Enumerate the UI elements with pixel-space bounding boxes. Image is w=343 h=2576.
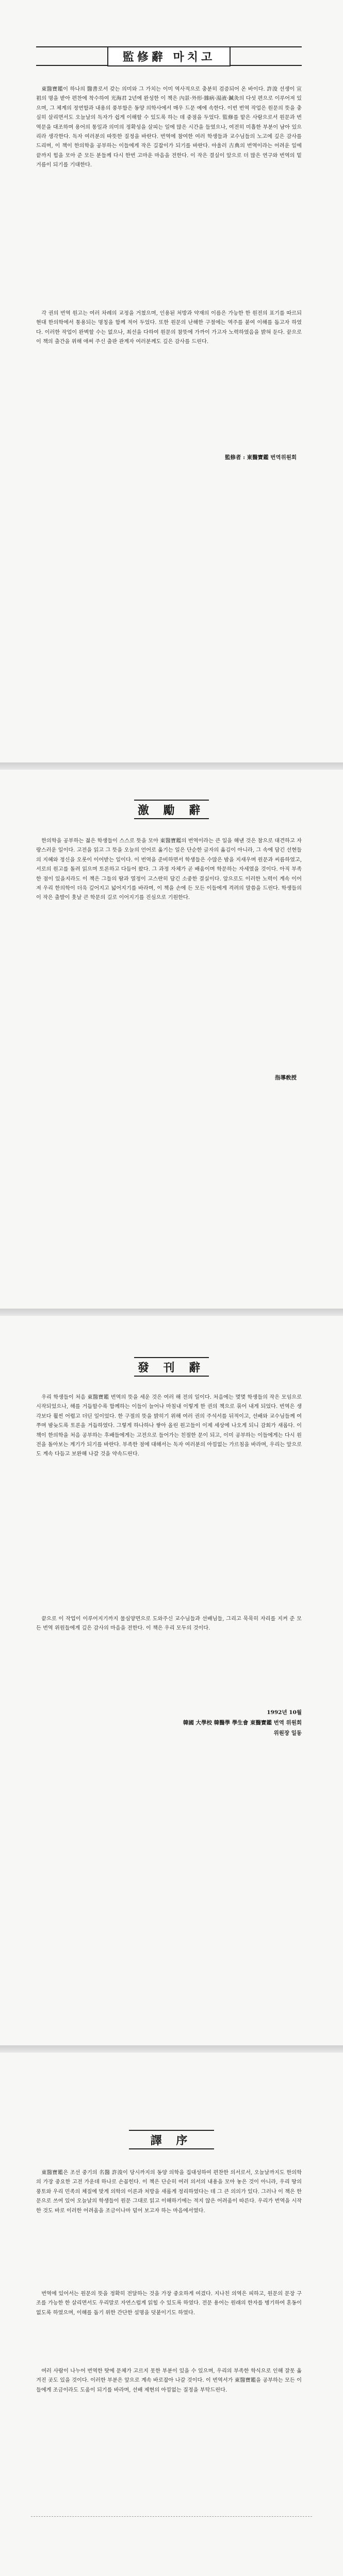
signature-block [36,1707,302,1738]
section-title: 監修辭 마치고 [107,46,231,66]
body-paragraph: 東醫寶鑑은 조선 중기의 名醫 許浚이 당시까지의 동양 의학을 집대성하여 편찬한 의서로서, 오늘날까지도 한의학의 가장 중요한 고전 가운데 하나로 손꼽힌다. 이 책은 단순히 여러 의서의 내용을 모아 놓은 것이 아니라, 우리 땅의 풍토와 우리 민족의 체질에 맞게 의학의 이론과 처방을 새롭게 정리하였다는 데 그 큰 의의가 있다. 그러나 이 책은 한문으로 쓰여 있어 오늘날의 학생들이 원문 그대로 읽고 이해하기에는 적지 않은 어려움이 따른다. 우리가 번역을 시작한 것도 바로 이러한 어려움을 조금이나마 덜어 보고자 하는 마음에서였다. [36,2170,302,2214]
section-header [36,46,302,66]
signatory: 위원장 일동 [273,1730,302,1736]
section-header [134,1357,209,1377]
section-title: 發 刊 辭 [137,1361,206,1375]
body-paragraph: 여러 사람이 나누어 번역한 탓에 문체가 고르지 못한 부분이 있을 수 있으며, 우리의 부족한 학식으로 인해 잘못 옮겨진 곳도 있을 것이다. 이러한 부분은 앞으로 계속 바로잡아 나갈 것이다. 이 번역서가 東醫寶鑑을 공부하는 모든 이들에게 조금이라도 도움이 되기를 바라며, 선배 제현의 아낌없는 질정을 부탁드린다. [36,2368,302,2393]
body-paragraph: 끝으로 이 작업이 이루어지기까지 물심양면으로 도와주신 교수님들과 선배님들, 그리고 묵묵히 자리를 지켜 준 모든 번역 위원들에게 깊은 감사의 마음을 전한다. 이 책은 우리 모두의 것이다. [36,1616,302,1632]
signature: 指導敎授 [275,1075,297,1081]
page-translator-preface [0,2053,343,2576]
body-paragraph: 東醫寶鑑이 하나의 醫書로서 갖는 의미와 그 가치는 이미 역사적으로 충분히 검증되어 온 바이다. 許浚 선생이 宣祖의 명을 받아 편찬에 착수하여 光海君 2년에 완성한 이 책은 內景·外形·雜病·湯液·鍼灸의 다섯 편으로 이루어져 있으며, 그 체계의 정연함과 내용의 풍부함은 동양 의학사에서 매우 드문 예에 속한다. 이번 번역 작업은 원문의 뜻을 충실히 살리면서도 오늘날의 독자가 쉽게 이해할 수 있도록 하는 데 중점을 두었다. 監修를 맡은 사람으로서 원문과 번역문을 대조하며 용어의 통일과 의미의 정확성을 살피는 일에 많은 시간을 들였으나, 여전히 미흡한 부분이 남아 있으리라 생각한다. 독자 여러분의 따뜻한 질정을 바란다. 번역에 참여한 여러 학생들과 교수님들의 노고에 깊은 감사를 드리며, 이 책이 한의학을 공부하는 이들에게 작은 길잡이가 되기를 바란다. 아울러 古典의 번역이라는 어려운 일에 끝까지 힘을 모아 준 모든 분들께 다시 한번 고마운 마음을 전한다. 이 작은 결실이 앞으로 더 많은 연구와 번역의 밑거름이 되기를 기대한다. [36,87,302,168]
page-divider [0,2045,343,2053]
page-break-rule [31,2516,312,2517]
page-divider [0,762,343,770]
body-paragraph: 각 권의 번역 원고는 여러 차례의 교정을 거쳤으며, 인용된 처방과 약재의 이름은 가능한 한 원전의 표기를 따르되 현대 한의학에서 통용되는 명칭을 함께 적어 두었다. 또한 원문의 난해한 구절에는 역주를 붙여 이해를 돕고자 하였다. 이러한 작업이 완벽할 수는 없으나, 최선을 다하여 원문의 참뜻에 가까이 가고자 노력하였음을 밝혀 둔다. 끝으로 이 책의 출간을 위해 애써 주신 출판 관계자 여러분께도 깊은 감사를 드린다. [36,311,302,345]
section-title: 激 勵 辭 [137,803,206,817]
body-paragraph: 번역에 있어서는 원문의 뜻을 정확히 전달하는 것을 가장 중요하게 여겼다. 지나친 의역은 피하고, 원문의 문장 구조를 가능한 한 살리면서도 우리말로 자연스럽게 읽힐 수 있도록 하였다. 전문 용어는 원래의 한자를 병기하여 혼동이 없도록 하였으며, 이해를 돕기 위한 간단한 설명을 덧붙이기도 하였다. [36,2291,302,2316]
signature: 監修者 : 東醫寶鑑 번역위원회 [224,454,297,461]
section-header [129,2130,214,2149]
page-divider [0,1309,343,1316]
section-title: 譯 序 [150,2133,193,2147]
publication-date: 1992년 10월 [267,1709,302,1716]
body-paragraph: 우리 학생들이 처음 東醫寶鑑 번역의 뜻을 세운 것은 여러 해 전의 일이다. 처음에는 몇몇 학생들의 작은 모임으로 시작되었으나, 해를 거듭할수록 함께하는 이들이 늘어나 마침내 이렇게 한 권의 책으로 묶어 내게 되었다. 번역은 생각보다 훨씬 어렵고 더딘 일이었다. 한 구절의 뜻을 밝히기 위해 여러 권의 주석서를 뒤적이고, 선배와 교수님들께 여쭈며 밤늦도록 토론을 거듭하였다. 그렇게 하나하나 쌓아 올린 원고들이 이제 세상에 나오게 되니 감회가 새롭다. 이 책이 한의학을 처음 공부하는 후배들에게는 고전으로 들어가는 친절한 문이 되고, 이미 공부하는 이들에게는 다시 원전을 돌아보는 계기가 되기를 바란다. 부족한 점에 대해서는 독자 여러분의 아낌없는 가르침을 바라며, 우리는 앞으로도 계속 다듬고 보완해 나갈 것을 약속드린다. [36,1395,302,1458]
page-supervision-afterword [0,0,343,762]
publisher-name: 韓國 大學校 韓醫學 學生會 東醫寶鑑 번역 위원회 [183,1720,302,1726]
page-publication-address [0,1316,343,2045]
page-encouragement [0,770,343,1309]
section-header [134,800,209,819]
body-paragraph: 한의학을 공부하는 젊은 학생들이 스스로 뜻을 모아 東醫寶鑑의 번역이라는 큰 일을 해낸 것은 참으로 대견하고 자랑스러운 일이다. 고전을 읽고 그 뜻을 오늘의 언어로 옮기는 일은 단순한 글자의 옮김이 아니라, 그 속에 담긴 선현들의 지혜와 정신을 오롯이 이어받는 일이다. 이 번역을 준비하면서 학생들은 수많은 밤을 지새우며 원문과 씨름하였고, 서로의 원고를 돌려 읽으며 토론하고 다듬어 왔다. 그 과정 자체가 곧 배움이며 학문하는 자세였을 것이다. 아직 부족한 점이 있을지라도 이 책은 그들의 땀과 열정이 고스란히 담긴 소중한 결실이다. 앞으로도 이러한 노력이 계속 이어져 우리 한의학이 더욱 깊어지고 넓어지기를 바라며, 이 책을 손에 든 모든 이들에게 격려의 말씀을 드린다. 학생들의 이 작은 출발이 훗날 큰 학문의 길로 이어지기를 진심으로 기원한다. [36,838,302,901]
